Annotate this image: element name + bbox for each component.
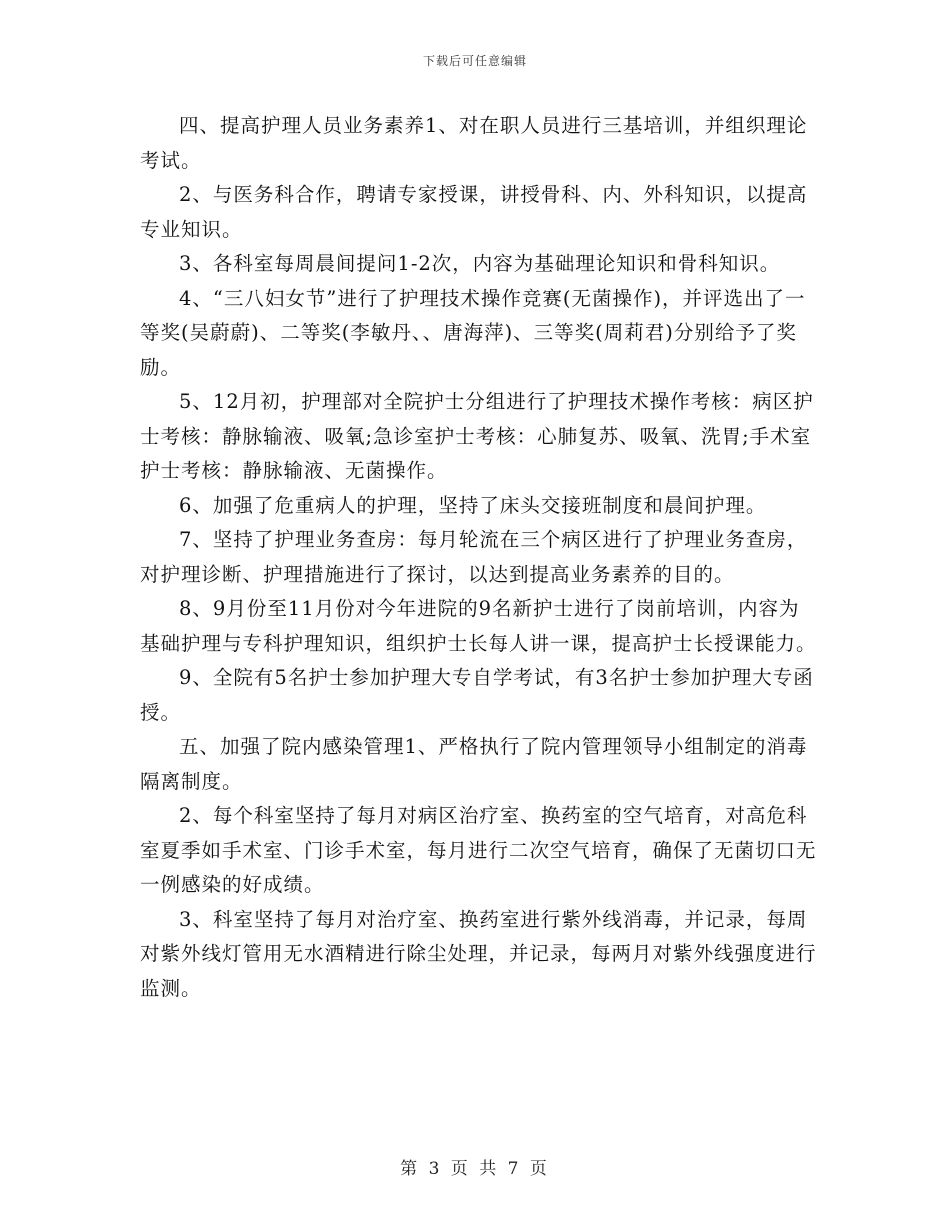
paragraph-section-4-item-1: 四、提高护理人员业务素养1、对在职人员进行三基培训，并组织理论考试。 xyxy=(140,114,808,172)
page-header: 下载后可任意编辑 xyxy=(422,54,527,68)
paragraph-item-4: 4、“三八妇女节”进行了护理技术操作竞赛(无菌操作)，并评选出了一等奖(吴蔚蔚)、二等奖(李敏丹、、唐海萍)、三等奖(周莉君)分别给予了奖励。 xyxy=(140,286,806,379)
paragraph-item-6: 6、加强了危重病人的护理，坚持了床头交接班制度和晨间护理。 xyxy=(179,493,767,517)
paragraph-item-7: 7、坚持了护理业务查房：每月轮流在三个病区进行了护理业务查房，对护理诊断、护理措施进行了探讨，以达到提高业务素养的目的。 xyxy=(140,528,808,586)
paragraph-item-3: 3、各科室每周晨间提问1-2次，内容为基础理论知识和骨科知识。 xyxy=(179,252,781,275)
page-number-footer: 第 3 页 共 7 页 xyxy=(400,1159,550,1179)
paragraph-section-5-item-1: 五、加强了院内感染管理1、严格执行了院内管理领导小组制定的消毒隔离制度。 xyxy=(140,735,808,793)
paragraph-section-5-item-3: 3、科室坚持了每月对治疗室、换药室进行紫外线消毒，并记录，每周对紫外线灯管用无水酒精进行除尘处理，并记录，每两月对紫外线强度进行监测。 xyxy=(140,907,817,1000)
paragraph-section-5-item-2: 2、每个科室坚持了每月对病区治疗室、换药室的空气培育，对高危科室夏季如手术室、门诊手术室，每月进行二次空气培育，确保了无菌切口无一例感染的好成绩。 xyxy=(140,804,817,896)
document-body xyxy=(140,109,820,1006)
paragraph-item-9: 9、全院有5名护士参加护理大专自学考试，有3名护士参加护理大专函授。 xyxy=(140,666,814,724)
paragraph-item-8: 8、9月份至11月份对今年进院的9名新护士进行了岗前培训，内容为基础护理与专科护理知识，组织护士长每人讲一课，提高护士长授课能力。 xyxy=(140,597,817,655)
paragraph-item-2: 2、与医务科合作，聘请专家授课，讲授骨科、内、外科知识，以提高专业知识。 xyxy=(140,183,808,241)
paragraph-item-5: 5、12月初，护理部对全院护士分组进行了护理技术操作考核：病区护士考核：静脉输液、吸氧;急诊室护士考核：心肺复苏、吸氧、洗胃;手术室护士考核：静脉输液、无菌操作。 xyxy=(140,390,814,482)
